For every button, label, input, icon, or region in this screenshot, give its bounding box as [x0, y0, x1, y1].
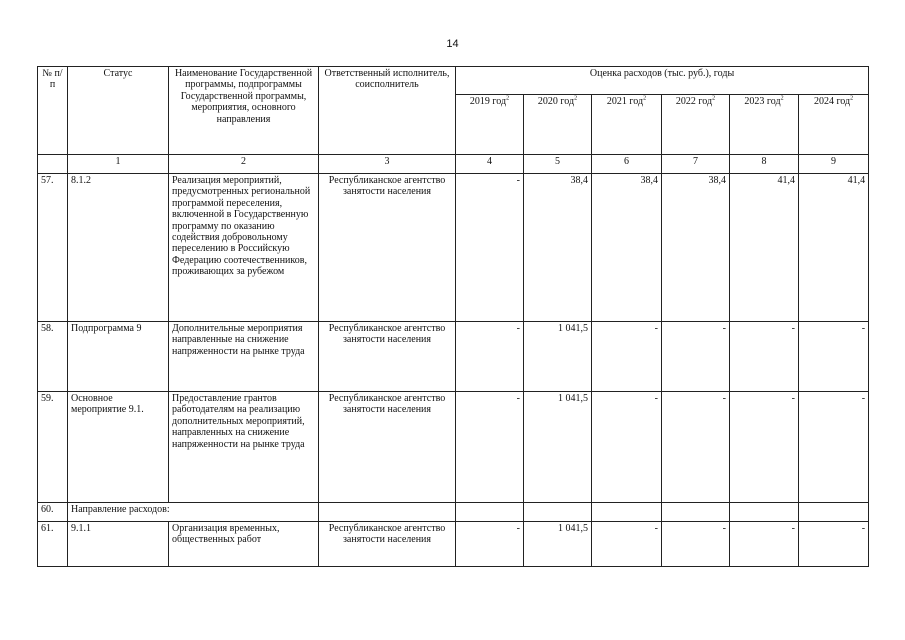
row-name: Реализация мероприятий, предусмотренных региональной программой переселения, включенной в Государственную программу по оказанию содействия добровольному переселению в Российскую Федерацию соотечественников, проживающих за рубежом — [169, 174, 319, 322]
header-costs: Оценка расходов (тыс. руб.), годы — [456, 67, 869, 95]
header-year: 2023 год$^2$ — [730, 95, 799, 155]
header-year: 2021 год$^2$ — [592, 95, 662, 155]
row-value: 1 041,5 — [524, 322, 592, 392]
row-value: - — [456, 322, 524, 392]
column-number: 5 — [524, 155, 592, 174]
column-number: 6 — [592, 155, 662, 174]
header-num: № п/п — [38, 67, 68, 155]
row-value: - — [799, 322, 869, 392]
column-number — [38, 155, 68, 174]
row-value: - — [592, 522, 662, 567]
column-number: 2 — [169, 155, 319, 174]
row-value: - — [456, 174, 524, 322]
row-value: 38,4 — [592, 174, 662, 322]
header-year: 2024 год$^2$ — [799, 95, 869, 155]
column-number: 9 — [799, 155, 869, 174]
row-status: 8.1.2 — [68, 174, 169, 322]
header-year: 2020 год$^2$ — [524, 95, 592, 155]
row-empty — [524, 503, 592, 522]
row-empty — [799, 503, 869, 522]
row-value: - — [456, 392, 524, 503]
row-status: 9.1.1 — [68, 522, 169, 567]
row-num: 61. — [38, 522, 68, 567]
row-name: Дополнительные мероприятия направленные на снижение напряженности на рынке труда — [169, 322, 319, 392]
row-value: - — [456, 522, 524, 567]
row-executor: Республиканское агентство занятости населения — [319, 322, 456, 392]
column-number: 1 — [68, 155, 169, 174]
row-value: 1 041,5 — [524, 392, 592, 503]
row-value: - — [730, 392, 799, 503]
row-num: 59. — [38, 392, 68, 503]
row-empty — [730, 503, 799, 522]
row-value: - — [730, 322, 799, 392]
table-row — [38, 322, 869, 392]
row-value: - — [662, 392, 730, 503]
table-row — [38, 522, 869, 567]
row-value: - — [799, 392, 869, 503]
row-empty — [592, 503, 662, 522]
budget-table — [37, 66, 869, 567]
row-name: Организация временных, общественных работ — [169, 522, 319, 567]
column-numbers-row — [38, 155, 869, 174]
row-status: Подпрограмма 9 — [68, 322, 169, 392]
header-row — [38, 67, 869, 95]
row-section-label: Направление расходов: — [68, 503, 319, 522]
header-year: 2022 год$^2$ — [662, 95, 730, 155]
row-executor: Республиканское агентство занятости населения — [319, 392, 456, 503]
column-number: 7 — [662, 155, 730, 174]
row-value: - — [730, 522, 799, 567]
row-num: 58. — [38, 322, 68, 392]
row-value: - — [662, 322, 730, 392]
row-value: - — [662, 522, 730, 567]
row-empty — [456, 503, 524, 522]
row-executor: Республиканское агентство занятости населения — [319, 522, 456, 567]
row-empty — [662, 503, 730, 522]
row-value: - — [592, 392, 662, 503]
row-value: 38,4 — [524, 174, 592, 322]
row-status: Основное мероприятие 9.1. — [68, 392, 169, 503]
column-number: 3 — [319, 155, 456, 174]
row-executor: Республиканское агентство занятости населения — [319, 174, 456, 322]
column-number: 4 — [456, 155, 524, 174]
header-executor: Ответственный исполнитель, соисполнитель — [319, 67, 456, 155]
row-value: - — [592, 322, 662, 392]
column-number: 8 — [730, 155, 799, 174]
row-value: 1 041,5 — [524, 522, 592, 567]
header-name: Наименование Государственной программы, подпрограммы Государственной программы, мероприятия, основного направления — [169, 67, 319, 155]
table-row — [38, 503, 869, 522]
page-number: 14 — [446, 38, 459, 50]
row-num: 57. — [38, 174, 68, 322]
table-row — [38, 392, 869, 503]
row-value: 38,4 — [662, 174, 730, 322]
row-empty — [319, 503, 456, 522]
header-status: Статус — [68, 67, 169, 155]
row-num: 60. — [38, 503, 68, 522]
header-year: 2019 год$^2$ — [456, 95, 524, 155]
row-name: Предоставление грантов работодателям на реализацию дополнительных мероприятий, направленных на снижение напряженности на рынке труда — [169, 392, 319, 503]
row-value: 41,4 — [799, 174, 869, 322]
row-value: - — [799, 522, 869, 567]
table-row — [38, 174, 869, 322]
row-value: 41,4 — [730, 174, 799, 322]
